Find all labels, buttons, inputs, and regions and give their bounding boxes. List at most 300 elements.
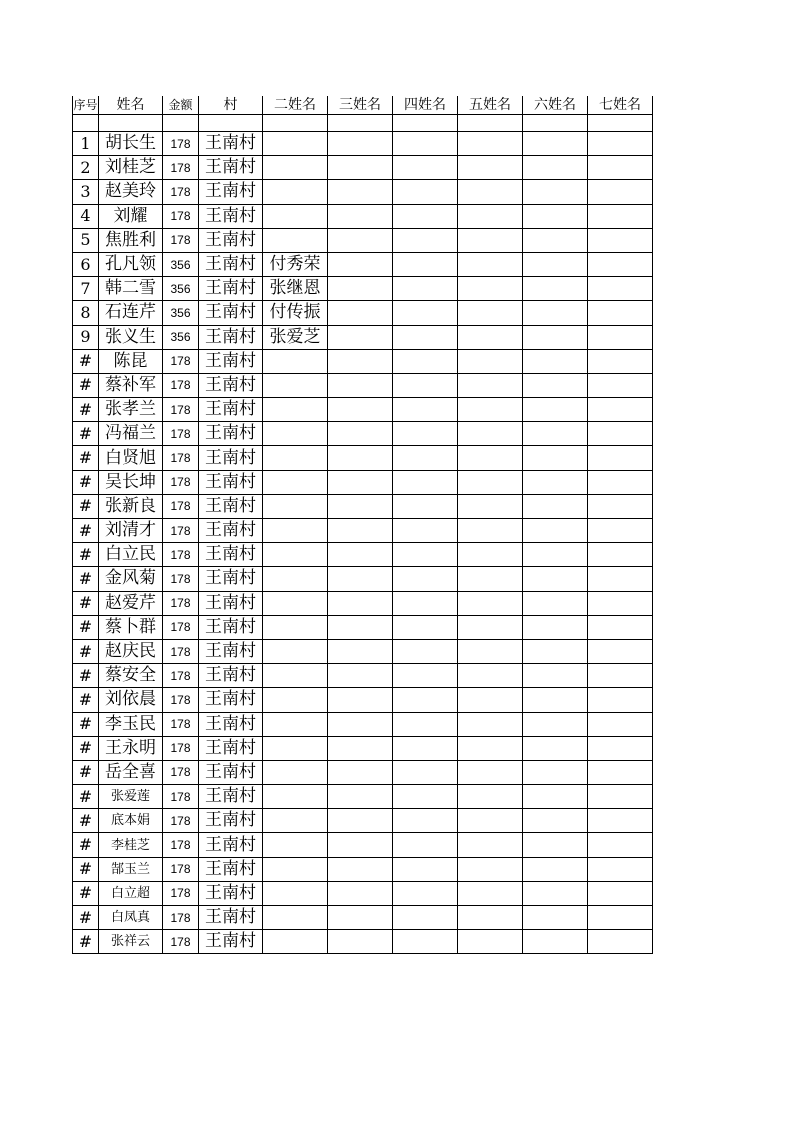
third-name-cell — [328, 252, 393, 276]
fifth-name-cell — [458, 180, 523, 204]
blank-cell — [328, 115, 393, 132]
seq-cell: # — [73, 494, 99, 518]
header-seq: 序号 — [73, 96, 99, 115]
fifth-name-cell — [458, 857, 523, 881]
third-name-cell — [328, 930, 393, 954]
table-row — [73, 785, 653, 809]
fifth-name-cell — [458, 228, 523, 252]
second-name-cell — [263, 132, 328, 156]
amount-cell: 178 — [163, 228, 199, 252]
seventh-name-cell — [588, 325, 653, 349]
seventh-name-cell — [588, 881, 653, 905]
fourth-name-cell — [393, 156, 458, 180]
seventh-name-cell — [588, 688, 653, 712]
seventh-name-cell — [588, 180, 653, 204]
third-name-cell — [328, 398, 393, 422]
second-name-cell — [263, 519, 328, 543]
village-cell: 王南村 — [199, 930, 263, 954]
table-row — [73, 760, 653, 784]
second-name-cell — [263, 785, 328, 809]
sixth-name-cell — [523, 809, 588, 833]
seventh-name-cell — [588, 664, 653, 688]
table-row — [73, 664, 653, 688]
name-cell: 王永明 — [99, 736, 163, 760]
name-cell: 刘依晨 — [99, 688, 163, 712]
amount-cell: 178 — [163, 881, 199, 905]
name-cell: 吴长坤 — [99, 470, 163, 494]
table-row — [73, 398, 653, 422]
amount-cell: 178 — [163, 422, 199, 446]
village-cell: 王南村 — [199, 567, 263, 591]
seq-cell: # — [73, 422, 99, 446]
fourth-name-cell — [393, 252, 458, 276]
fourth-name-cell — [393, 712, 458, 736]
name-cell: 蔡安全 — [99, 664, 163, 688]
seventh-name-cell — [588, 156, 653, 180]
name-cell: 刘清才 — [99, 519, 163, 543]
fifth-name-cell — [458, 930, 523, 954]
seq-cell: 2 — [73, 156, 99, 180]
fourth-name-cell — [393, 301, 458, 325]
village-cell: 王南村 — [199, 156, 263, 180]
seventh-name-cell — [588, 301, 653, 325]
second-name-cell — [263, 736, 328, 760]
second-name-cell — [263, 349, 328, 373]
third-name-cell — [328, 760, 393, 784]
blank-cell — [263, 115, 328, 132]
village-cell: 王南村 — [199, 519, 263, 543]
seventh-name-cell — [588, 543, 653, 567]
fourth-name-cell — [393, 180, 458, 204]
seq-cell: # — [73, 857, 99, 881]
sixth-name-cell — [523, 349, 588, 373]
blank-cell — [393, 115, 458, 132]
fourth-name-cell — [393, 132, 458, 156]
amount-cell: 356 — [163, 277, 199, 301]
village-cell: 王南村 — [199, 301, 263, 325]
amount-cell: 178 — [163, 664, 199, 688]
third-name-cell — [328, 664, 393, 688]
seventh-name-cell — [588, 132, 653, 156]
fifth-name-cell — [458, 785, 523, 809]
seq-cell: # — [73, 906, 99, 930]
amount-cell: 178 — [163, 760, 199, 784]
fifth-name-cell — [458, 349, 523, 373]
header-village: 村 — [199, 96, 263, 115]
fourth-name-cell — [393, 615, 458, 639]
fourth-name-cell — [393, 422, 458, 446]
fourth-name-cell — [393, 519, 458, 543]
fifth-name-cell — [458, 470, 523, 494]
amount-cell: 178 — [163, 736, 199, 760]
fourth-name-cell — [393, 881, 458, 905]
third-name-cell — [328, 373, 393, 397]
fourth-name-cell — [393, 906, 458, 930]
name-cell: 赵美玲 — [99, 180, 163, 204]
seq-cell: # — [73, 833, 99, 857]
sixth-name-cell — [523, 373, 588, 397]
village-cell: 王南村 — [199, 180, 263, 204]
fifth-name-cell — [458, 301, 523, 325]
fourth-name-cell — [393, 736, 458, 760]
third-name-cell — [328, 519, 393, 543]
amount-cell: 178 — [163, 833, 199, 857]
village-cell: 王南村 — [199, 325, 263, 349]
village-cell: 王南村 — [199, 349, 263, 373]
seventh-name-cell — [588, 736, 653, 760]
fourth-name-cell — [393, 760, 458, 784]
sixth-name-cell — [523, 422, 588, 446]
seq-cell: 4 — [73, 204, 99, 228]
header-row — [73, 96, 653, 115]
table-row — [73, 567, 653, 591]
seq-cell: # — [73, 688, 99, 712]
fourth-name-cell — [393, 373, 458, 397]
seq-cell: # — [73, 930, 99, 954]
fifth-name-cell — [458, 543, 523, 567]
seventh-name-cell — [588, 639, 653, 663]
seventh-name-cell — [588, 930, 653, 954]
name-cell: 刘耀 — [99, 204, 163, 228]
seq-cell: # — [73, 736, 99, 760]
village-cell: 王南村 — [199, 809, 263, 833]
third-name-cell — [328, 204, 393, 228]
sixth-name-cell — [523, 494, 588, 518]
name-cell: 蔡补军 — [99, 373, 163, 397]
village-cell: 王南村 — [199, 857, 263, 881]
table-row — [73, 543, 653, 567]
table-row — [73, 519, 653, 543]
sixth-name-cell — [523, 252, 588, 276]
fourth-name-cell — [393, 446, 458, 470]
village-cell: 王南村 — [199, 881, 263, 905]
sixth-name-cell — [523, 277, 588, 301]
table-row — [73, 349, 653, 373]
table-row — [73, 857, 653, 881]
village-cell: 王南村 — [199, 446, 263, 470]
table-row — [73, 615, 653, 639]
village-cell: 王南村 — [199, 736, 263, 760]
seq-cell: # — [73, 567, 99, 591]
header-amount: 金额 — [163, 96, 199, 115]
seq-cell: 8 — [73, 301, 99, 325]
third-name-cell — [328, 156, 393, 180]
seq-cell: # — [73, 373, 99, 397]
seventh-name-cell — [588, 785, 653, 809]
second-name-cell — [263, 906, 328, 930]
seq-cell: 6 — [73, 252, 99, 276]
second-name-cell — [263, 422, 328, 446]
seventh-name-cell — [588, 252, 653, 276]
fifth-name-cell — [458, 567, 523, 591]
fourth-name-cell — [393, 543, 458, 567]
sixth-name-cell — [523, 785, 588, 809]
amount-cell: 178 — [163, 494, 199, 518]
table-row — [73, 301, 653, 325]
second-name-cell — [263, 373, 328, 397]
sixth-name-cell — [523, 664, 588, 688]
second-name-cell — [263, 930, 328, 954]
second-name-cell — [263, 809, 328, 833]
name-cell: 赵爱芹 — [99, 591, 163, 615]
seq-cell: # — [73, 881, 99, 905]
sixth-name-cell — [523, 301, 588, 325]
third-name-cell — [328, 785, 393, 809]
amount-cell: 178 — [163, 204, 199, 228]
seq-cell: # — [73, 760, 99, 784]
third-name-cell — [328, 712, 393, 736]
table-row — [73, 930, 653, 954]
seq-cell: # — [73, 785, 99, 809]
fourth-name-cell — [393, 785, 458, 809]
amount-cell: 178 — [163, 615, 199, 639]
sixth-name-cell — [523, 760, 588, 784]
seventh-name-cell — [588, 857, 653, 881]
table-row — [73, 881, 653, 905]
fifth-name-cell — [458, 156, 523, 180]
second-name-cell — [263, 567, 328, 591]
blank-cell — [73, 115, 99, 132]
fourth-name-cell — [393, 688, 458, 712]
fifth-name-cell — [458, 639, 523, 663]
name-cell: 韩二雪 — [99, 277, 163, 301]
fifth-name-cell — [458, 494, 523, 518]
table-row — [73, 228, 653, 252]
third-name-cell — [328, 543, 393, 567]
seq-cell: # — [73, 398, 99, 422]
name-cell: 底本娟 — [99, 809, 163, 833]
third-name-cell — [328, 688, 393, 712]
second-name-cell — [263, 446, 328, 470]
seq-cell: 9 — [73, 325, 99, 349]
name-cell: 赵庆民 — [99, 639, 163, 663]
table-row — [73, 906, 653, 930]
seq-cell: 1 — [73, 132, 99, 156]
header-third-name: 三姓名 — [328, 96, 393, 115]
third-name-cell — [328, 567, 393, 591]
fifth-name-cell — [458, 398, 523, 422]
fifth-name-cell — [458, 204, 523, 228]
fifth-name-cell — [458, 373, 523, 397]
third-name-cell — [328, 470, 393, 494]
village-cell: 王南村 — [199, 277, 263, 301]
name-cell: 焦胜利 — [99, 228, 163, 252]
fifth-name-cell — [458, 688, 523, 712]
village-cell: 王南村 — [199, 422, 263, 446]
seventh-name-cell — [588, 422, 653, 446]
village-cell: 王南村 — [199, 204, 263, 228]
fourth-name-cell — [393, 567, 458, 591]
amount-cell: 178 — [163, 857, 199, 881]
table-row — [73, 712, 653, 736]
table-row — [73, 591, 653, 615]
second-name-cell: 张爱芝 — [263, 325, 328, 349]
amount-cell: 178 — [163, 398, 199, 422]
amount-cell: 178 — [163, 567, 199, 591]
name-cell: 岳全喜 — [99, 760, 163, 784]
seq-cell: # — [73, 664, 99, 688]
header-sixth-name: 六姓名 — [523, 96, 588, 115]
table-row — [73, 470, 653, 494]
third-name-cell — [328, 349, 393, 373]
name-cell: 蔡卜群 — [99, 615, 163, 639]
second-name-cell — [263, 494, 328, 518]
table-row — [73, 422, 653, 446]
fourth-name-cell — [393, 930, 458, 954]
sixth-name-cell — [523, 712, 588, 736]
amount-cell: 356 — [163, 325, 199, 349]
amount-cell: 178 — [163, 519, 199, 543]
fourth-name-cell — [393, 857, 458, 881]
sixth-name-cell — [523, 881, 588, 905]
village-cell: 王南村 — [199, 712, 263, 736]
name-cell: 石连芹 — [99, 301, 163, 325]
amount-cell: 178 — [163, 156, 199, 180]
fourth-name-cell — [393, 325, 458, 349]
third-name-cell — [328, 301, 393, 325]
seventh-name-cell — [588, 494, 653, 518]
third-name-cell — [328, 906, 393, 930]
fourth-name-cell — [393, 204, 458, 228]
seq-cell: 3 — [73, 180, 99, 204]
sixth-name-cell — [523, 519, 588, 543]
header-second-name: 二姓名 — [263, 96, 328, 115]
seventh-name-cell — [588, 615, 653, 639]
table-row — [73, 204, 653, 228]
third-name-cell — [328, 180, 393, 204]
table-row — [73, 325, 653, 349]
fifth-name-cell — [458, 809, 523, 833]
name-cell: 张新良 — [99, 494, 163, 518]
sixth-name-cell — [523, 398, 588, 422]
header-fourth-name: 四姓名 — [393, 96, 458, 115]
fourth-name-cell — [393, 277, 458, 301]
amount-cell: 356 — [163, 252, 199, 276]
village-cell: 王南村 — [199, 373, 263, 397]
blank-cell — [199, 115, 263, 132]
second-name-cell — [263, 156, 328, 180]
table-row — [73, 809, 653, 833]
table-row — [73, 736, 653, 760]
seq-cell: 5 — [73, 228, 99, 252]
table-row — [73, 446, 653, 470]
second-name-cell: 付传振 — [263, 301, 328, 325]
amount-cell: 178 — [163, 809, 199, 833]
amount-cell: 178 — [163, 349, 199, 373]
sixth-name-cell — [523, 228, 588, 252]
name-cell: 金风菊 — [99, 567, 163, 591]
fifth-name-cell — [458, 736, 523, 760]
fifth-name-cell — [458, 906, 523, 930]
second-name-cell: 付秀荣 — [263, 252, 328, 276]
seq-cell: # — [73, 446, 99, 470]
seq-cell: # — [73, 591, 99, 615]
fifth-name-cell — [458, 833, 523, 857]
third-name-cell — [328, 325, 393, 349]
sixth-name-cell — [523, 857, 588, 881]
seventh-name-cell — [588, 373, 653, 397]
third-name-cell — [328, 809, 393, 833]
name-cell: 胡长生 — [99, 132, 163, 156]
amount-cell: 178 — [163, 373, 199, 397]
sixth-name-cell — [523, 591, 588, 615]
name-cell: 张祥云 — [99, 930, 163, 954]
second-name-cell — [263, 591, 328, 615]
fourth-name-cell — [393, 664, 458, 688]
seventh-name-cell — [588, 519, 653, 543]
village-cell: 王南村 — [199, 906, 263, 930]
second-name-cell — [263, 398, 328, 422]
second-name-cell — [263, 639, 328, 663]
third-name-cell — [328, 277, 393, 301]
table-row — [73, 833, 653, 857]
fourth-name-cell — [393, 349, 458, 373]
seventh-name-cell — [588, 712, 653, 736]
amount-cell: 178 — [163, 712, 199, 736]
third-name-cell — [328, 228, 393, 252]
seventh-name-cell — [588, 833, 653, 857]
village-cell: 王南村 — [199, 591, 263, 615]
seventh-name-cell — [588, 906, 653, 930]
fourth-name-cell — [393, 639, 458, 663]
village-cell: 王南村 — [199, 470, 263, 494]
fifth-name-cell — [458, 277, 523, 301]
village-cell: 王南村 — [199, 252, 263, 276]
fifth-name-cell — [458, 615, 523, 639]
sixth-name-cell — [523, 543, 588, 567]
village-cell: 王南村 — [199, 688, 263, 712]
table-row — [73, 180, 653, 204]
table-row — [73, 277, 653, 301]
seventh-name-cell — [588, 398, 653, 422]
second-name-cell: 张继恩 — [263, 277, 328, 301]
seq-cell: # — [73, 349, 99, 373]
second-name-cell — [263, 228, 328, 252]
header-name: 姓名 — [99, 96, 163, 115]
second-name-cell — [263, 857, 328, 881]
name-cell: 白立民 — [99, 543, 163, 567]
sixth-name-cell — [523, 204, 588, 228]
sixth-name-cell — [523, 930, 588, 954]
village-cell: 王南村 — [199, 833, 263, 857]
fifth-name-cell — [458, 132, 523, 156]
seq-cell: # — [73, 615, 99, 639]
name-cell: 张孝兰 — [99, 398, 163, 422]
sixth-name-cell — [523, 180, 588, 204]
sixth-name-cell — [523, 736, 588, 760]
fifth-name-cell — [458, 252, 523, 276]
second-name-cell — [263, 204, 328, 228]
third-name-cell — [328, 639, 393, 663]
table-row — [73, 639, 653, 663]
second-name-cell — [263, 470, 328, 494]
roster-table — [72, 96, 653, 954]
name-cell: 孔凡领 — [99, 252, 163, 276]
table-row — [73, 156, 653, 180]
amount-cell: 178 — [163, 446, 199, 470]
blank-cell — [588, 115, 653, 132]
seq-cell: 7 — [73, 277, 99, 301]
fifth-name-cell — [458, 519, 523, 543]
table-row — [73, 252, 653, 276]
seq-cell: # — [73, 809, 99, 833]
name-cell: 白贤旭 — [99, 446, 163, 470]
village-cell: 王南村 — [199, 760, 263, 784]
table-row — [73, 494, 653, 518]
sixth-name-cell — [523, 615, 588, 639]
sixth-name-cell — [523, 446, 588, 470]
third-name-cell — [328, 494, 393, 518]
